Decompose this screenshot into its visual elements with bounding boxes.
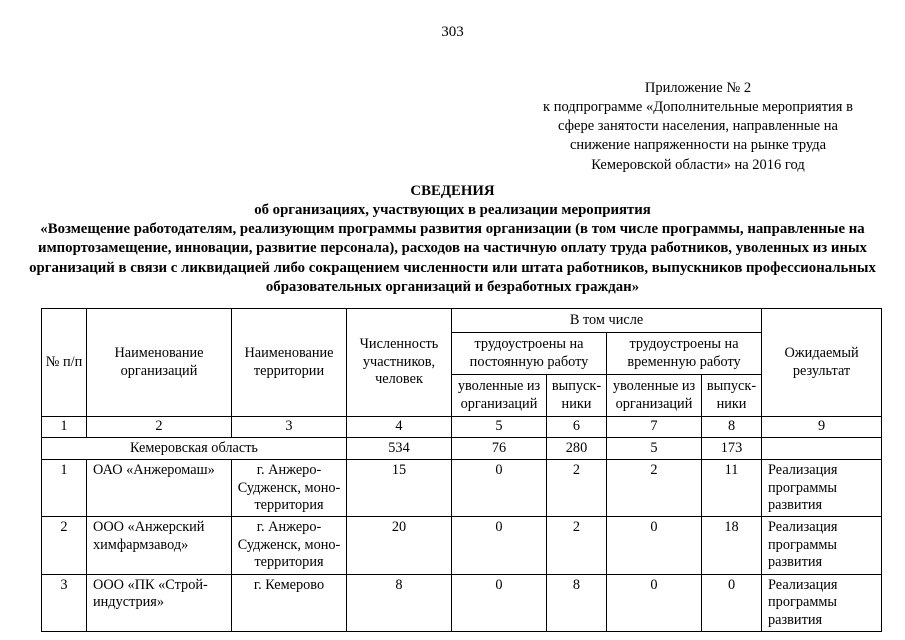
header-num: № п/п (42, 309, 87, 417)
document-title-block (0, 182, 905, 297)
cell-perm-graduates: 2 (547, 517, 607, 574)
column-numbering-row (42, 417, 882, 437)
cell-temp-dismissed: 0 (607, 574, 702, 631)
column-number: 7 (607, 417, 702, 437)
column-number: 8 (702, 417, 762, 437)
column-number: 3 (232, 417, 347, 437)
table-row (42, 574, 882, 631)
cell-result: Реализация программы развития (762, 460, 882, 517)
column-number: 2 (87, 417, 232, 437)
document-title: СВЕДЕНИЯ (410, 182, 495, 199)
region-result (762, 437, 882, 459)
header-temp-dismissed: уволенные из организаций (607, 375, 702, 417)
cell-perm-graduates: 2 (547, 460, 607, 517)
header-perm-dismissed: уволенные из организаций (452, 375, 547, 417)
cell-participants: 8 (347, 574, 452, 631)
region-participants: 534 (347, 437, 452, 459)
cell-num: 1 (42, 460, 87, 517)
cell-num: 2 (42, 517, 87, 574)
region-perm-dismissed: 76 (452, 437, 547, 459)
region-summary-row (42, 437, 882, 459)
document-title-body: «Возмещение работодателям, реализующим программы развития организации (в том числе программы, направленные на импортозамещение, инновации, развитие персонала), расходов на частичную оплату труда работников, уволенных из иных организаций в связи с ликвидацией либо сокращением численности или штата работников, выпускников профессиональных образовательных организаций и безработных граждан» (29, 221, 876, 295)
document-subtitle: об организациях, участвующих в реализации мероприятия (254, 201, 651, 218)
column-number: 6 (547, 417, 607, 437)
page-number: 303 (441, 24, 464, 40)
header-perm-graduates: выпуск-ники (547, 375, 607, 417)
cell-perm-graduates: 8 (547, 574, 607, 631)
cell-territory: г. Кемерово (232, 574, 347, 631)
column-number: 1 (42, 417, 87, 437)
header-result: Ожидаемый результат (762, 309, 882, 417)
cell-result: Реализация программы развития (762, 574, 882, 631)
header-temp-graduates: выпуск-ники (702, 375, 762, 417)
appendix-block (509, 79, 887, 175)
header-participants: Численность участников, человек (347, 309, 452, 417)
cell-participants: 15 (347, 460, 452, 517)
cell-temp-dismissed: 2 (607, 460, 702, 517)
appendix-line: к подпрограмме «Дополнительные мероприятия в (543, 99, 853, 116)
column-number: 9 (762, 417, 882, 437)
appendix-line: Кемеровской области» на 2016 год (591, 156, 805, 173)
cell-temp-graduates: 0 (702, 574, 762, 631)
cell-organization: ООО «ПК «Строй-индустрия» (87, 574, 232, 631)
region-perm-graduates: 280 (547, 437, 607, 459)
appendix-line: сфере занятости населения, направленные на (558, 118, 838, 135)
header-permanent-work: трудоустроены на постоянную работу (452, 333, 607, 375)
cell-territory: г. Анжеро-Судженск, моно-территория (232, 517, 347, 574)
cell-participants: 20 (347, 517, 452, 574)
cell-temp-graduates: 11 (702, 460, 762, 517)
appendix-line: снижение напряженности на рынке труда (569, 137, 827, 154)
header-territory: Наименование территории (232, 309, 347, 417)
cell-organization: ОАО «Анжеромаш» (87, 460, 232, 517)
region-temp-graduates: 173 (702, 437, 762, 459)
region-temp-dismissed: 5 (607, 437, 702, 459)
table-row (42, 460, 882, 517)
cell-organization: ООО «Анжерский химфармзавод» (87, 517, 232, 574)
cell-territory: г. Анжеро-Судженск, моно-территория (232, 460, 347, 517)
cell-perm-dismissed: 0 (452, 517, 547, 574)
column-number: 4 (347, 417, 452, 437)
cell-perm-dismissed: 0 (452, 574, 547, 631)
column-number: 5 (452, 417, 547, 437)
header-row-1 (42, 309, 882, 333)
table-row (42, 517, 882, 574)
header-temporary-work: трудоустроены на временную работу (607, 333, 762, 375)
region-label: Кемеровская область (42, 437, 347, 459)
cell-num: 3 (42, 574, 87, 631)
cell-temp-graduates: 18 (702, 517, 762, 574)
organizations-table (41, 308, 882, 632)
cell-result: Реализация программы развития (762, 517, 882, 574)
header-including: В том числе (452, 309, 762, 333)
appendix-line: Приложение № 2 (644, 80, 752, 96)
cell-perm-dismissed: 0 (452, 460, 547, 517)
header-organization: Наименование организаций (87, 309, 232, 417)
cell-temp-dismissed: 0 (607, 517, 702, 574)
